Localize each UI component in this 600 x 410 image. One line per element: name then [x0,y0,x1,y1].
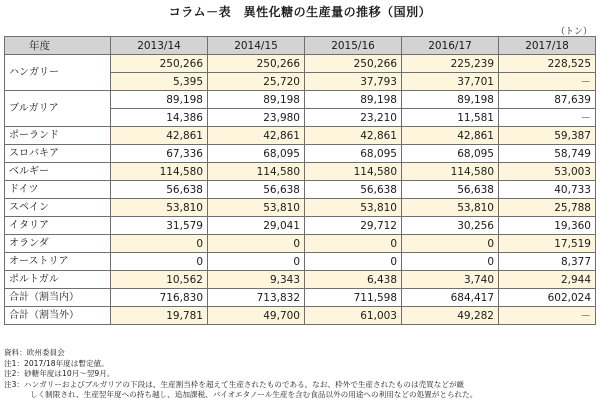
value-cell: 225,239 [402,55,499,73]
value-cell: 30,256 [402,217,499,235]
value-cell: 53,003 [499,163,596,181]
note-1: 注1：2017/18年度は暫定値。 [4,358,109,368]
table-row [5,253,596,271]
table-row [5,235,596,253]
table-row [5,163,596,181]
value-cell: 250,266 [208,55,305,73]
value-cell: 49,282 [402,307,499,325]
value-cell: 89,198 [402,91,499,109]
value-cell: 17,519 [499,235,596,253]
country-name: スロバキア [5,145,111,163]
value-cell: 114,580 [111,163,208,181]
value-cell: 0 [402,235,499,253]
value-cell: 602,024 [499,289,596,307]
value-cell: 8,377 [499,253,596,271]
value-cell: 87,639 [499,91,596,109]
value-cell: 40,733 [499,181,596,199]
value-cell: 56,638 [111,181,208,199]
country-name: ドイツ [5,181,111,199]
value-cell: － [499,307,596,325]
value-cell: 9,343 [208,271,305,289]
value-cell: 23,980 [208,109,305,127]
notes [4,348,596,401]
value-cell: 3,740 [402,271,499,289]
table-row [5,91,596,109]
value-cell: 53,810 [111,199,208,217]
header-year: 2017/18 [499,37,596,55]
country-name: 合計（割当内） [5,289,111,307]
value-cell: 25,720 [208,73,305,91]
value-cell: 0 [402,253,499,271]
value-cell: 89,198 [111,91,208,109]
value-cell: 49,700 [208,307,305,325]
value-cell: 14,386 [111,109,208,127]
note-2: 注2：砂糖年度は10月～翌9月。 [4,369,115,378]
value-cell: 0 [111,235,208,253]
value-cell: 58,749 [499,145,596,163]
table-body [5,55,596,325]
value-cell: 114,580 [208,163,305,181]
country-name: ベルギー [5,163,111,181]
value-cell: 68,095 [208,145,305,163]
table-row [5,199,596,217]
table-row [5,127,596,145]
country-name: スペイン [5,199,111,217]
value-cell: 19,781 [111,307,208,325]
value-cell: 31,579 [111,217,208,235]
value-cell: 61,003 [305,307,402,325]
country-name: オランダ [5,235,111,253]
value-cell: 11,581 [402,109,499,127]
country-name: ポーランド [5,127,111,145]
value-cell: 89,198 [305,91,402,109]
value-cell: 0 [305,235,402,253]
table-row [5,145,596,163]
value-cell: 684,417 [402,289,499,307]
value-cell: 68,095 [305,145,402,163]
value-cell: 10,562 [111,271,208,289]
value-cell: 42,861 [208,127,305,145]
value-cell: 29,041 [208,217,305,235]
value-cell: 6,438 [305,271,402,289]
note-3: 注3：ハンガリーおよびブルガリアの下段は、生産割当枠を超えて生産されたものである。なお、枠外で生産されたものは売買などが厳 [4,379,465,389]
value-cell: 42,861 [111,127,208,145]
table-row [5,289,596,307]
production-table [4,36,596,325]
country-name: イタリア [5,217,111,235]
value-cell: 23,210 [305,109,402,127]
value-cell: 59,387 [499,127,596,145]
value-cell: 56,638 [402,181,499,199]
country-name: オーストリア [5,253,111,271]
header-year: 2014/15 [208,37,305,55]
value-cell: 67,336 [111,145,208,163]
value-cell: 29,712 [305,217,402,235]
value-cell: 5,395 [111,73,208,91]
country-name: 合計（割当外） [5,307,111,325]
table-title: コラム－表 異性化糖の生産量の推移（国別） [168,5,432,19]
table-row [5,181,596,199]
table-row [5,307,596,325]
value-cell: 2,944 [499,271,596,289]
value-cell: 53,810 [402,199,499,217]
value-cell: 250,266 [111,55,208,73]
value-cell: 114,580 [402,163,499,181]
value-cell: 37,701 [402,73,499,91]
header-corner: 年度 [5,37,111,55]
value-cell: 53,810 [305,199,402,217]
table-row [5,55,596,73]
value-cell: 37,793 [305,73,402,91]
value-cell: 0 [111,253,208,271]
value-cell: 42,861 [305,127,402,145]
value-cell: 89,198 [208,91,305,109]
header-year: 2016/17 [402,37,499,55]
value-cell: 228,525 [499,55,596,73]
value-cell: 716,830 [111,289,208,307]
header-year: 2013/14 [111,37,208,55]
value-cell: 711,598 [305,289,402,307]
note-source: 資料：欧州委員会 [4,348,65,357]
note-3-continued: しく制限され、生産翌年度への持ち越し、追加課税、バイオエタノール生産を含む食品以外の用途への利用などの処置がとられた。 [30,390,478,399]
value-cell: 56,638 [208,181,305,199]
value-cell: 68,095 [402,145,499,163]
country-name: ポルトガル [5,271,111,289]
table-row [5,217,596,235]
value-cell: － [499,73,596,91]
table-row [5,271,596,289]
header-year: 2015/16 [305,37,402,55]
value-cell: 25,788 [499,199,596,217]
header-row [5,37,596,55]
value-cell: 114,580 [305,163,402,181]
value-cell: － [499,109,596,127]
value-cell: 250,266 [305,55,402,73]
country-name: ハンガリー [5,55,111,91]
value-cell: 713,832 [208,289,305,307]
value-cell: 42,861 [402,127,499,145]
country-name: ブルガリア [5,91,111,127]
value-cell: 0 [208,253,305,271]
value-cell: 53,810 [208,199,305,217]
value-cell: 0 [305,253,402,271]
unit-label: （トン） [555,27,592,37]
value-cell: 56,638 [305,181,402,199]
value-cell: 0 [208,235,305,253]
value-cell: 19,360 [499,217,596,235]
